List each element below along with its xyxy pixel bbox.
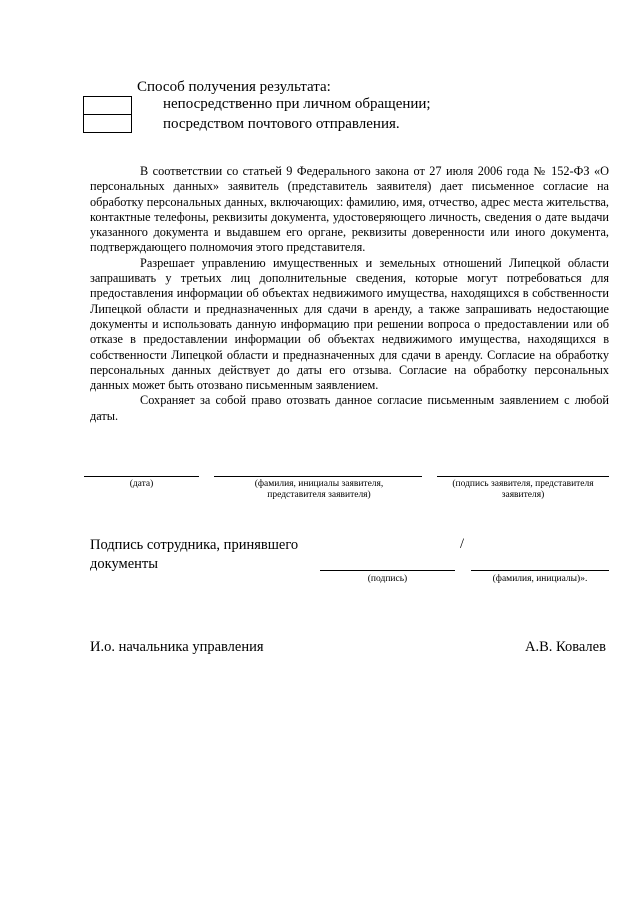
signatory-position: И.о. начальника управления — [90, 639, 264, 655]
consent-paragraph: В соответствии со статьей 9 Федерального закона от 27 июля 2006 года № 152-ФЗ «О персональных данных» заявитель (представитель заявителя) дает письменное согласие на обработку персональных данных, включающих: фамилию, имя, отчество, адрес места жительства, контактные телефоны, реквизиты документа, удостоверяющего личность, сведения о дате выдачи указанного документа и выдавшем его органе, реквизиты доверенности или иного документа, подтверждающего полномочия этого представителя. — [90, 164, 609, 255]
consent-text — [90, 164, 609, 424]
employee-sign-line[interactable] — [320, 570, 455, 571]
slash: / — [460, 536, 465, 552]
employee-name-caption: (фамилия, инициалы)». — [492, 574, 588, 584]
date-caption: (дата) — [129, 479, 154, 489]
consent-paragraph: Разрешает управлению имущественных и земельных отношений Липецкой области запрашивать у третьих лиц дополнительные сведения, которые могут потребоваться для предоставления информации об объектах недвижимого имущества, находящихся в собственности Липецкой области и предназначенных для сдачи в аренду, а также запрашивать недостающие документы и использовать данную информацию при решении вопроса о предоставлении или об отказе в предоставлении информации об объектах недвижимого имущества, находящихся в собственности Липецкой области и предназначенных для сдачи в аренду. Согласие на обработку персональных данных действует до даты его отзыва. Согласие на обработку персональных данных может быть отозвано письменным заявлением. — [90, 255, 609, 393]
employee-sign-caption: (подпись) — [367, 574, 408, 584]
applicant-sign-line[interactable] — [437, 476, 609, 477]
signatory-name: А.В. Ковалев — [525, 639, 606, 655]
checkbox-in-person[interactable] — [83, 96, 132, 115]
date-line[interactable] — [84, 476, 199, 477]
checkbox-by-mail[interactable] — [83, 114, 132, 133]
method-title: Способ получения результата: — [137, 79, 331, 95]
employee-label: Подпись сотрудника, принявшего документы — [90, 537, 299, 572]
employee-name-line[interactable] — [471, 570, 609, 571]
consent-paragraph: Сохраняет за собой право отозвать данное согласие письменным заявлением с любой даты. — [90, 393, 609, 423]
applicant-name-caption: (фамилия, инициалы заявителя, представителя заявителя) — [254, 479, 384, 500]
option-in-person: непосредственно при личном обращении; — [163, 96, 431, 112]
applicant-name-line[interactable] — [214, 476, 422, 477]
applicant-sign-caption: (подпись заявителя, представителя заявителя) — [452, 479, 594, 500]
option-by-mail: посредством почтового отправления. — [163, 116, 400, 132]
